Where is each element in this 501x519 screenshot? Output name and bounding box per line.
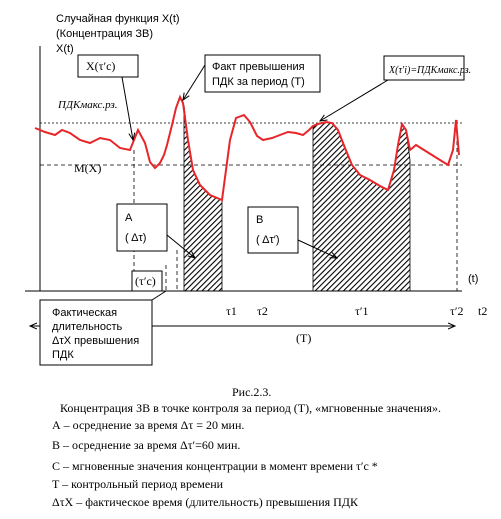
- hatched-area-b: [313, 122, 410, 291]
- actual-line-4: ПДК: [52, 349, 74, 361]
- tick-tau2-prime: τ′2: [450, 304, 464, 318]
- actual-line-2: длительность: [52, 321, 123, 333]
- caption-line-dt: ΔτX – фактическое время (длительность) превышения ПДК: [52, 495, 358, 509]
- caption-line-t: T – контрольный период времени: [52, 477, 224, 491]
- pdk-label: ПДКмакс.рз.: [58, 99, 118, 111]
- tick-tau1-prime: τ′1: [355, 304, 369, 318]
- eq-arrow: [320, 80, 388, 121]
- x-axis-label: (t): [468, 273, 479, 285]
- xtc-label: X(τ′c): [86, 59, 116, 73]
- period-label: (Т): [296, 331, 312, 345]
- box-a-letter: A: [125, 212, 133, 224]
- figure-number: Рис.2.3.: [232, 385, 272, 399]
- title-line-2: (Концентрация ЗВ): [56, 28, 154, 40]
- tc-label: (τ′c): [135, 274, 156, 288]
- y-axis-label: X(t): [56, 43, 74, 55]
- actual-line-3: ΔτX превышения: [52, 335, 140, 347]
- mean-label: M(X): [74, 161, 102, 175]
- caption-line-a: А – осреднение за время Δτ = 20 мин.: [52, 418, 245, 432]
- xtc-arrow: [122, 77, 133, 140]
- box-b-letter: B: [256, 214, 264, 226]
- tick-tau1: τ1: [226, 304, 237, 318]
- title-line-1: Случайная функция X(t): [56, 13, 180, 25]
- eq-label: X(τ′i)=ПДКмакс.рз.: [389, 65, 472, 76]
- fact-line-1: Факт превышения: [212, 61, 305, 73]
- figure-title: Концентрация ЗВ в точке контроля за период (Т), «мгновенные значения».: [60, 401, 441, 415]
- caption-line-b: В – осреднение за время Δτ′=60 мин.: [52, 438, 241, 452]
- fact-arrow: [183, 65, 205, 100]
- tick-t2: t2: [478, 304, 488, 318]
- box-b-delta: ( Δτ′): [256, 234, 280, 246]
- actual-duration-leader: [152, 291, 166, 300]
- actual-line-1: Фактическая: [52, 307, 118, 319]
- tick-tau2: τ2: [257, 304, 268, 318]
- caption-line-c: С – мгновенные значения концентрации в момент времени τ′c *: [52, 459, 378, 473]
- box-a-delta: ( Δτ): [125, 232, 147, 244]
- fact-line-2: ПДК за период (Т): [212, 76, 305, 88]
